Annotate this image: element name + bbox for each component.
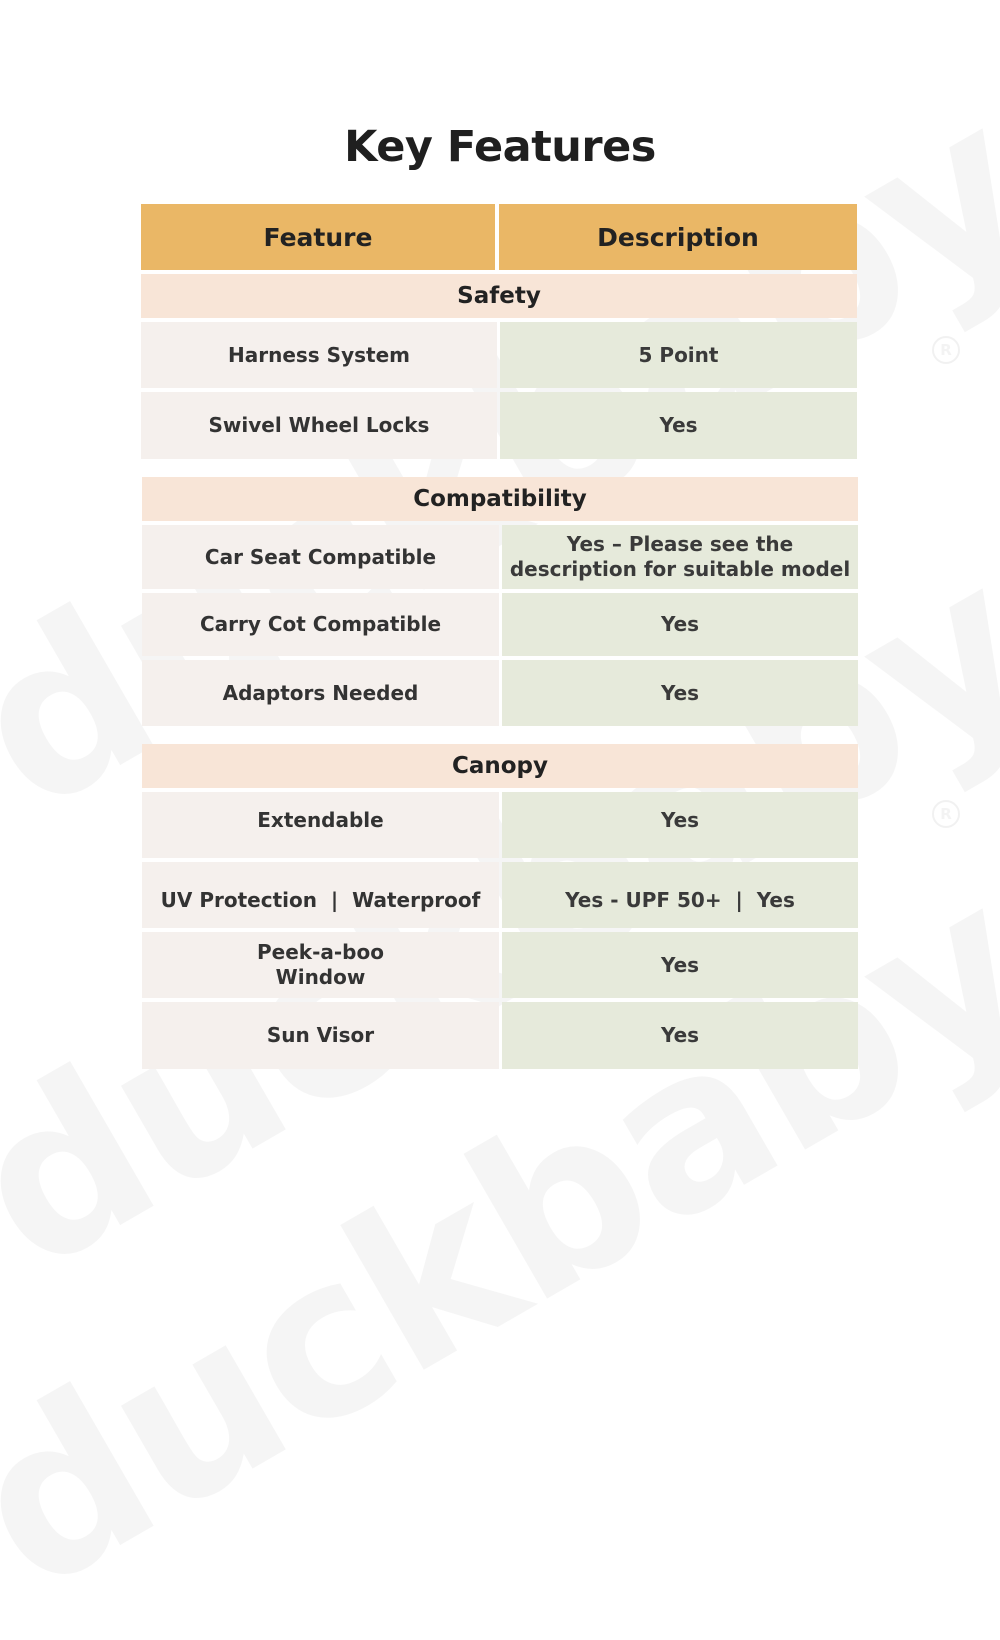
section-title-canopy: Canopy [142, 744, 858, 788]
description-cell: Yes [502, 792, 858, 858]
feature-cell: Adaptors Needed [142, 660, 499, 726]
registered-mark-icon: R [932, 800, 960, 828]
description-cell: Yes [500, 392, 857, 459]
description-cell: 5 Point [500, 322, 857, 388]
feature-cell: Swivel Wheel Locks [141, 392, 497, 459]
feature-cell: Extendable [142, 792, 499, 858]
header-description: Description [499, 204, 857, 270]
description-cell: Yes - UPF 50+ | Yes [502, 862, 858, 928]
feature-cell: Sun Visor [142, 1002, 499, 1069]
feature-cell: Carry Cot Compatible [142, 593, 499, 656]
page-title: Key Features [344, 122, 656, 172]
section-title-safety: Safety [141, 274, 857, 318]
description-cell: Yes [502, 593, 858, 656]
description-cell: Yes [502, 932, 858, 998]
feature-cell: Harness System [141, 322, 497, 388]
header-feature: Feature [141, 204, 495, 270]
description-cell: Yes – Please see the description for suitable model [502, 525, 858, 589]
feature-cell: Car Seat Compatible [142, 525, 499, 589]
description-cell: Yes [502, 660, 858, 726]
registered-mark-icon: R [932, 336, 960, 364]
section-title-compatibility: Compatibility [142, 477, 858, 521]
feature-cell: Peek-a-boo Window [142, 932, 499, 998]
feature-cell: UV Protection | Waterproof [142, 862, 499, 928]
description-cell: Yes [502, 1002, 858, 1069]
